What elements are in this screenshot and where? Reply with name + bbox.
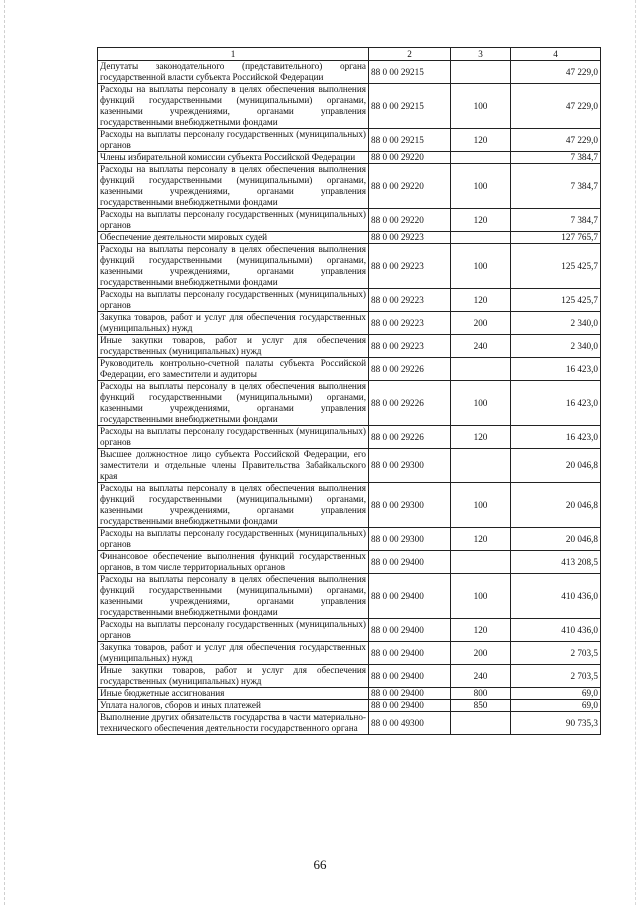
row-sum: 16 423,0	[511, 358, 601, 381]
row-name: Расходы на выплаты персоналу в целях обеспечения выполнения функций государственными (муниципальными) органами, казенными учреждениями, органами управления государственными внебюджетными фондами	[98, 244, 369, 289]
row-name: Члены избирательной комиссии субъекта Российской Федерации	[98, 152, 369, 164]
row-type: 100	[451, 164, 511, 209]
row-name: Иные закупки товаров, работ и услуг для обеспечения государственных (муниципальных) нужд	[98, 665, 369, 688]
row-type: 800	[451, 688, 511, 700]
row-code: 88 0 00 29400	[369, 574, 451, 619]
table-row	[98, 129, 601, 152]
row-code: 88 0 00 29400	[369, 688, 451, 700]
row-type: 120	[451, 209, 511, 232]
table-row	[98, 426, 601, 449]
header-col-3: 3	[451, 48, 511, 61]
row-type: 200	[451, 312, 511, 335]
row-code: 88 0 00 29300	[369, 528, 451, 551]
row-code: 88 0 00 29223	[369, 335, 451, 358]
row-name: Расходы на выплаты персоналу в целях обеспечения выполнения функций государственными (муниципальными) органами, казенными учреждениями, органами управления государственными внебюджетными фондами	[98, 574, 369, 619]
row-code: 88 0 00 29400	[369, 642, 451, 665]
row-code: 88 0 00 29226	[369, 426, 451, 449]
row-type: 100	[451, 381, 511, 426]
row-type	[451, 232, 511, 244]
budget-table	[97, 47, 601, 735]
row-type: 120	[451, 619, 511, 642]
row-sum: 7 384,7	[511, 164, 601, 209]
row-name: Выполнение других обязательств государства в части материально-технического обеспечения деятельности государственного органа	[98, 712, 369, 735]
row-code: 88 0 00 29220	[369, 152, 451, 164]
row-code: 88 0 00 29223	[369, 232, 451, 244]
row-code: 88 0 00 29400	[369, 700, 451, 712]
row-name: Депутаты законодательного (представительного) органа государственной власти субъекта Российской Федерации	[98, 61, 369, 84]
table-row	[98, 209, 601, 232]
header-col-1: 1	[98, 48, 369, 61]
row-type: 240	[451, 665, 511, 688]
row-sum: 7 384,7	[511, 209, 601, 232]
row-name: Расходы на выплаты персоналу государственных (муниципальных) органов	[98, 289, 369, 312]
table-row	[98, 642, 601, 665]
row-name: Высшее должностное лицо субъекта Российской Федерации, его заместители и отдельные члены Правительства Забайкальского края	[98, 449, 369, 483]
row-code: 88 0 00 49300	[369, 712, 451, 735]
row-sum: 47 229,0	[511, 129, 601, 152]
row-code: 88 0 00 29220	[369, 164, 451, 209]
row-type	[451, 551, 511, 574]
row-sum: 127 765,7	[511, 232, 601, 244]
row-sum: 7 384,7	[511, 152, 601, 164]
scan-edge-right	[635, 0, 636, 905]
row-code: 88 0 00 29300	[369, 449, 451, 483]
table-row	[98, 289, 601, 312]
row-sum: 125 425,7	[511, 289, 601, 312]
table-row	[98, 700, 601, 712]
row-code: 88 0 00 29215	[369, 84, 451, 129]
row-code: 88 0 00 29226	[369, 358, 451, 381]
row-name: Расходы на выплаты персоналу государственных (муниципальных) органов	[98, 129, 369, 152]
row-sum: 47 229,0	[511, 61, 601, 84]
row-code: 88 0 00 29300	[369, 483, 451, 528]
row-name: Расходы на выплаты персоналу государственных (муниципальных) органов	[98, 619, 369, 642]
row-type: 850	[451, 700, 511, 712]
row-type: 120	[451, 289, 511, 312]
table-row	[98, 528, 601, 551]
row-type: 100	[451, 244, 511, 289]
table-row	[98, 312, 601, 335]
row-sum: 2 703,5	[511, 665, 601, 688]
row-sum: 410 436,0	[511, 619, 601, 642]
table-row	[98, 483, 601, 528]
row-code: 88 0 00 29226	[369, 381, 451, 426]
row-name: Обеспечение деятельности мировых судей	[98, 232, 369, 244]
table-row	[98, 712, 601, 735]
row-type	[451, 449, 511, 483]
page-number: 66	[313, 857, 327, 872]
row-type: 120	[451, 129, 511, 152]
row-code: 88 0 00 29400	[369, 665, 451, 688]
table-row	[98, 232, 601, 244]
row-sum: 413 208,5	[511, 551, 601, 574]
row-code: 88 0 00 29400	[369, 619, 451, 642]
row-sum: 47 229,0	[511, 84, 601, 129]
row-type: 100	[451, 574, 511, 619]
row-sum: 125 425,7	[511, 244, 601, 289]
row-name: Руководитель контрольно-счетной палаты субъекта Российской Федерации, его заместители и аудиторы	[98, 358, 369, 381]
row-sum: 2 703,5	[511, 642, 601, 665]
row-code: 88 0 00 29223	[369, 244, 451, 289]
row-sum: 90 735,3	[511, 712, 601, 735]
row-sum: 69,0	[511, 700, 601, 712]
table-row	[98, 574, 601, 619]
row-type	[451, 152, 511, 164]
row-sum: 20 046,8	[511, 483, 601, 528]
row-type: 100	[451, 483, 511, 528]
row-name: Иные закупки товаров, работ и услуг для обеспечения государственных (муниципальных) нужд	[98, 335, 369, 358]
table-row	[98, 449, 601, 483]
table-row	[98, 164, 601, 209]
row-type: 120	[451, 426, 511, 449]
row-type: 120	[451, 528, 511, 551]
row-type: 200	[451, 642, 511, 665]
row-sum: 69,0	[511, 688, 601, 700]
header-col-2: 2	[369, 48, 451, 61]
row-code: 88 0 00 29400	[369, 551, 451, 574]
table-row	[98, 381, 601, 426]
row-sum: 16 423,0	[511, 426, 601, 449]
row-name: Закупка товаров, работ и услуг для обеспечения государственных (муниципальных) нужд	[98, 642, 369, 665]
row-name: Расходы на выплаты персоналу государственных (муниципальных) органов	[98, 528, 369, 551]
row-code: 88 0 00 29223	[369, 289, 451, 312]
row-type	[451, 358, 511, 381]
scan-edge-left	[4, 0, 5, 905]
row-sum: 16 423,0	[511, 381, 601, 426]
row-type: 100	[451, 84, 511, 129]
row-name: Расходы на выплаты персоналу в целях обеспечения выполнения функций государственными (муниципальными) органами, казенными учреждениями, органами управления государственными внебюджетными фондами	[98, 84, 369, 129]
row-name: Финансовое обеспечение выполнения функций государственных органов, в том числе территориальных органов	[98, 551, 369, 574]
row-type	[451, 61, 511, 84]
table-row	[98, 335, 601, 358]
row-code: 88 0 00 29215	[369, 129, 451, 152]
table-row	[98, 358, 601, 381]
table-row	[98, 688, 601, 700]
row-name: Уплата налогов, сборов и иных платежей	[98, 700, 369, 712]
row-sum: 410 436,0	[511, 574, 601, 619]
row-type: 240	[451, 335, 511, 358]
row-code: 88 0 00 29220	[369, 209, 451, 232]
row-sum: 2 340,0	[511, 335, 601, 358]
row-sum: 20 046,8	[511, 528, 601, 551]
row-name: Расходы на выплаты персоналу в целях обеспечения выполнения функций государственными (муниципальными) органами, казенными учреждениями, органами управления государственными внебюджетными фондами	[98, 381, 369, 426]
table-row	[98, 551, 601, 574]
row-name: Расходы на выплаты персоналу в целях обеспечения выполнения функций государственными (муниципальными) органами, казенными учреждениями, органами управления государственными внебюджетными фондами	[98, 164, 369, 209]
header-col-4: 4	[511, 48, 601, 61]
row-sum: 2 340,0	[511, 312, 601, 335]
table-row	[98, 619, 601, 642]
row-type	[451, 712, 511, 735]
table-header-row	[98, 48, 601, 61]
row-name: Расходы на выплаты персоналу государственных (муниципальных) органов	[98, 426, 369, 449]
row-name: Иные бюджетные ассигнования	[98, 688, 369, 700]
table-row	[98, 61, 601, 84]
table-row	[98, 244, 601, 289]
row-code: 88 0 00 29223	[369, 312, 451, 335]
table-row	[98, 84, 601, 129]
row-name: Расходы на выплаты персоналу государственных (муниципальных) органов	[98, 209, 369, 232]
row-name: Закупка товаров, работ и услуг для обеспечения государственных (муниципальных) нужд	[98, 312, 369, 335]
row-sum: 20 046,8	[511, 449, 601, 483]
table-row	[98, 152, 601, 164]
row-name: Расходы на выплаты персоналу в целях обеспечения выполнения функций государственными (муниципальными) органами, казенными учреждениями, органами управления государственными внебюджетными фондами	[98, 483, 369, 528]
row-code: 88 0 00 29215	[369, 61, 451, 84]
table-body	[98, 61, 601, 735]
table-row	[98, 665, 601, 688]
